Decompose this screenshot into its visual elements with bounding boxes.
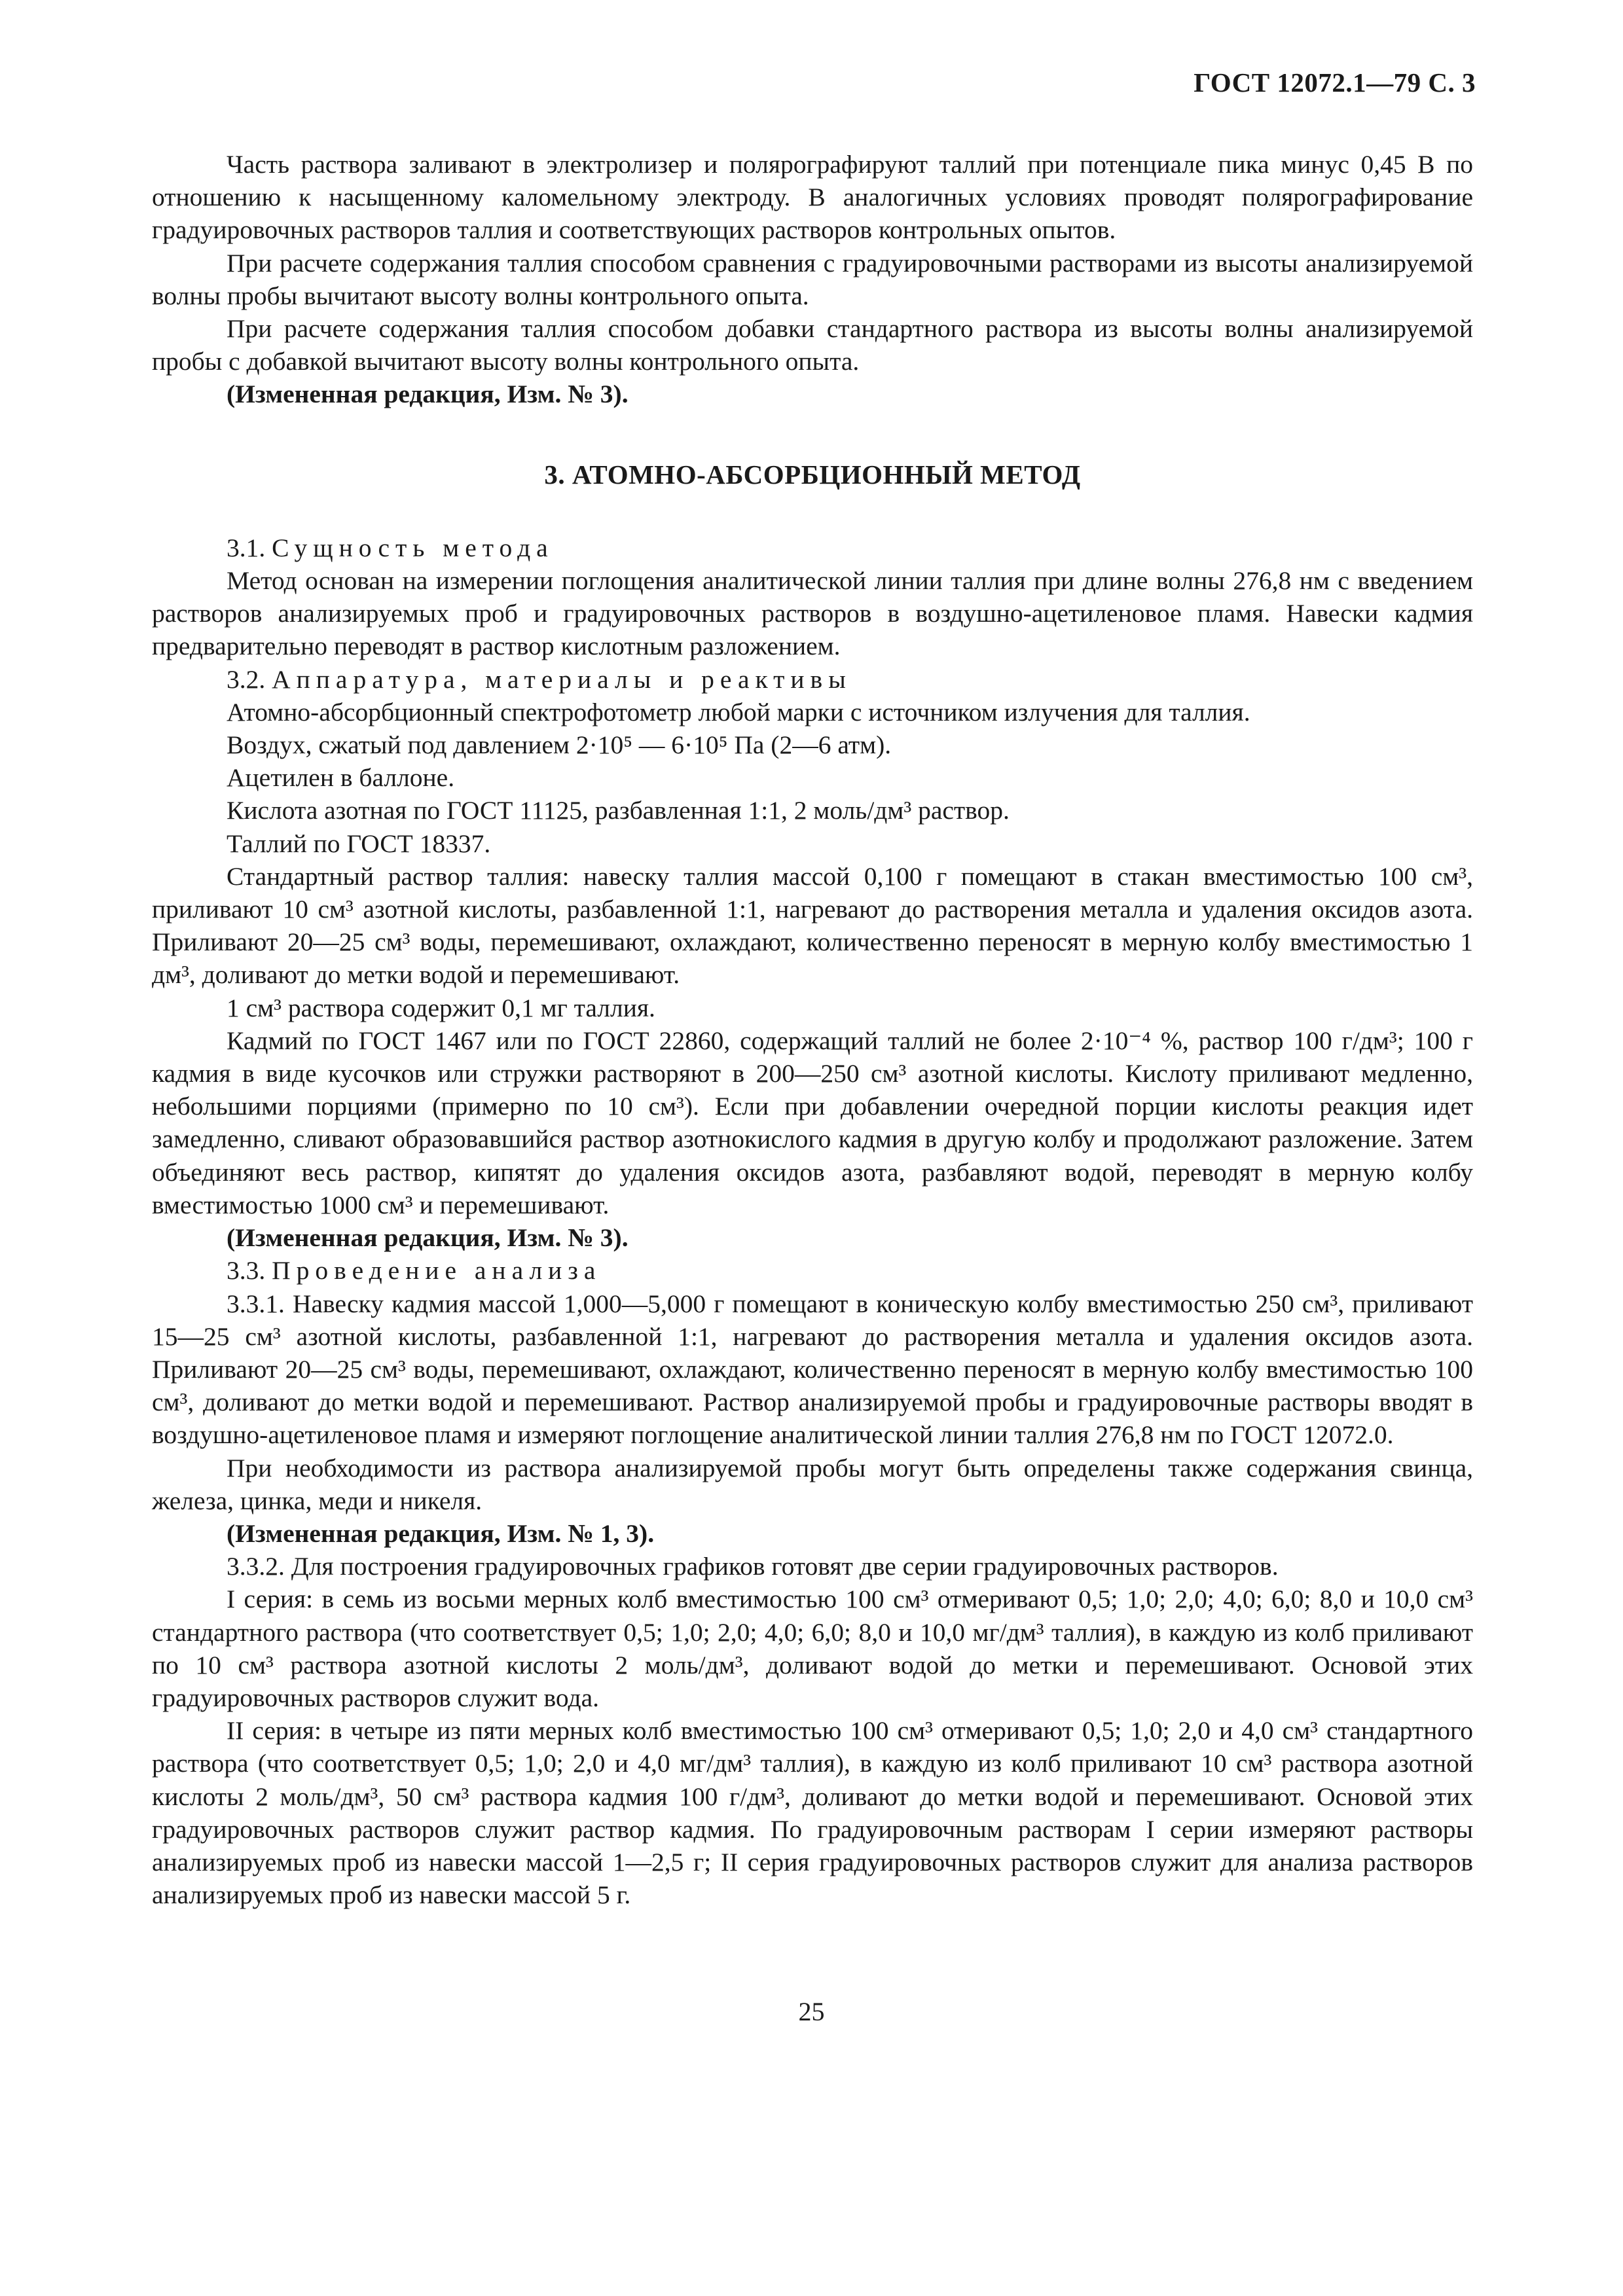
subsection-number: 3.3. <box>227 1256 272 1285</box>
paragraph: При расчете содержания таллия способом сравнения с градуировочными растворами из высоты анализируемой волны пробы вычитают высоту волны контрольного опыта. <box>152 248 1473 310</box>
subsection-heading <box>152 531 1473 564</box>
subsection-number: 3.2. <box>227 664 272 694</box>
paragraph: Часть раствора заливают в электролизер и полярографируют таллий при потенциале пика минус 0,45 В по отношению к насыщенному каломельному электроду. В аналогичных условиях проводят полярографирование градуировочных растворов таллия и соответствующих растворов контрольных опытов. <box>152 150 1473 245</box>
page-header: ГОСТ 12072.1—79 С. 3 <box>1194 67 1476 98</box>
paragraph: 3.3.1. Навеску кадмия массой 1,000—5,000 г помещают в коническую колбу вместимостью 250 см³, приливают 15—25 см³ азотной кислоты, разбавленной 1:1, нагревают до растворения металла и удаления оксидов азота. Приливают 20—25 см³ воды, перемешивают, охлаждают, количественно переносят в мерную колбу вместимостью 100 см³, доливают до метки водой и перемешивают. Раствор анализируемой пробы и градуировочные растворы вводят в воздушно-ацетиленовое пламя и измеряют поглощение аналитической линии таллия 276,8 нм по ГОСТ 12072.0. <box>152 1289 1473 1450</box>
subsection-heading <box>152 1254 1473 1287</box>
paragraph: Кислота азотная по ГОСТ 11125, разбавленная 1:1, 2 моль/дм³ раствор. <box>227 796 1010 825</box>
paragraph: Кадмий по ГОСТ 1467 или по ГОСТ 22860, содержащий таллий не более 2·10⁻⁴ %, раствор 100 г/дм³; 100 г кадмия в виде кусочков или стружки растворяют в 200—250 см³ азотной кислоты. Кислоту приливают медленно, небольшими порциями (примерно по 10 см³). Если при добавлении очередной порции кислоты реакция идет замедленно, сливают образовавшийся раствор азотнокислого кадмия в другую колбу и продолжают разложение. Затем объединяют весь раствор, кипятят до удаления оксидов азота, разбавляют водой, переводят в мерную колбу вместимостью 1000 см³ и перемешивают. <box>152 1026 1473 1219</box>
paragraph: II серия: в четыре из пяти мерных колб вместимостью 100 см³ отмеривают 0,5; 1,0; 2,0 и 4,0 см³ стандартного раствора (что соответствует 0,5; 1,0; 2,0 и 4,0 мг/дм³ таллия), в каждую из колб приливают 10 см³ раствора азотной кислоты 2 моль/дм³, 50 см³ раствора кадмия 100 г/дм³, доливают до метки водой и перемешивают. Основой этих градуировочных растворов служит раствор кадмия. По градуировочным растворам I серии измеряют растворы анализируемых проб из навески массой 1—2,5 г; II серия градуировочных растворов служит для анализа растворов анализируемых проб из навески массой 5 г. <box>152 1716 1473 1910</box>
subsection-heading <box>152 663 1473 696</box>
subsection-title: Сущность метода <box>272 533 554 562</box>
paragraph: Метод основан на измерении поглощения аналитической линии таллия при длине волны 276,8 нм с введением растворов анализируемых проб и градуировочных растворов в воздушно-ацетиленовое пламя. Навески кадмия предварительно переводят в раствор кислотным разложением. <box>152 566 1473 661</box>
paragraph: При расчете содержания таллия способом добавки стандартного раствора из высоты волны анализируемой пробы с добавкой вычитают высоту волны контрольного опыта. <box>152 314 1473 376</box>
body-text <box>152 148 1473 1911</box>
subsection-title: Аппаратура, материалы и реактивы <box>272 664 852 694</box>
section-title: 3. АТОМНО-АБСОРБЦИОННЫЙ МЕТОД <box>544 459 1081 490</box>
edition-note: (Измененная редакция, Изм. № 3). <box>227 1223 629 1253</box>
paragraph: Атомно-абсорбционный спектрофотометр любой марки с источником излучения для таллия. <box>227 697 1250 726</box>
paragraph: Таллий по ГОСТ 18337. <box>227 829 491 858</box>
edition-note: (Измененная редакция, Изм. № 3). <box>227 380 629 409</box>
subsection-number: 3.1. <box>227 533 272 562</box>
page-number: 25 <box>798 1997 825 2026</box>
paragraph: 3.3.2. Для построения градуировочных графиков готовят две серии градуировочных растворов. <box>227 1552 1279 1581</box>
paragraph: При необходимости из раствора анализируемой пробы могут быть определены также содержания свинца, железа, цинка, меди и никеля. <box>152 1453 1473 1515</box>
paragraph: 1 см³ раствора содержит 0,1 мг таллия. <box>227 993 655 1022</box>
paragraph: I серия: в семь из восьми мерных колб вместимостью 100 см³ отмеривают 0,5; 1,0; 2,0; 4,0; 6,0; 8,0 и 10,0 см³ стандартного раствора (что соответствует 0,5; 1,0; 2,0; 4,0; 6,0; 8,0 и 10,0 мг/дм³ таллия), в каждую из колб приливают по 10 см³ раствора азотной кислоты 2 моль/дм³, доливают водой до метки и перемешивают. Основой этих градуировочных растворов служит вода. <box>152 1585 1473 1712</box>
paragraph: Воздух, сжатый под давлением 2·10⁵ — 6·10⁵ Па (2—6 атм). <box>227 730 892 760</box>
paragraph: Ацетилен в баллоне. <box>227 763 455 793</box>
subsection-title: Проведение анализа <box>272 1256 602 1285</box>
edition-note: (Измененная редакция, Изм. № 1, 3). <box>227 1518 655 1548</box>
paragraph: Стандартный раствор таллия: навеску таллия массой 0,100 г помещают в стакан вместимостью 100 см³, приливают 10 см³ азотной кислоты, разбавленной 1:1, нагревают до растворения металла и удаления оксидов азота. Приливают 20—25 см³ воды, перемешивают, охлаждают, количественно переносят в мерную колбу вместимостью 1 дм³, доливают до метки водой и перемешивают. <box>152 861 1473 990</box>
